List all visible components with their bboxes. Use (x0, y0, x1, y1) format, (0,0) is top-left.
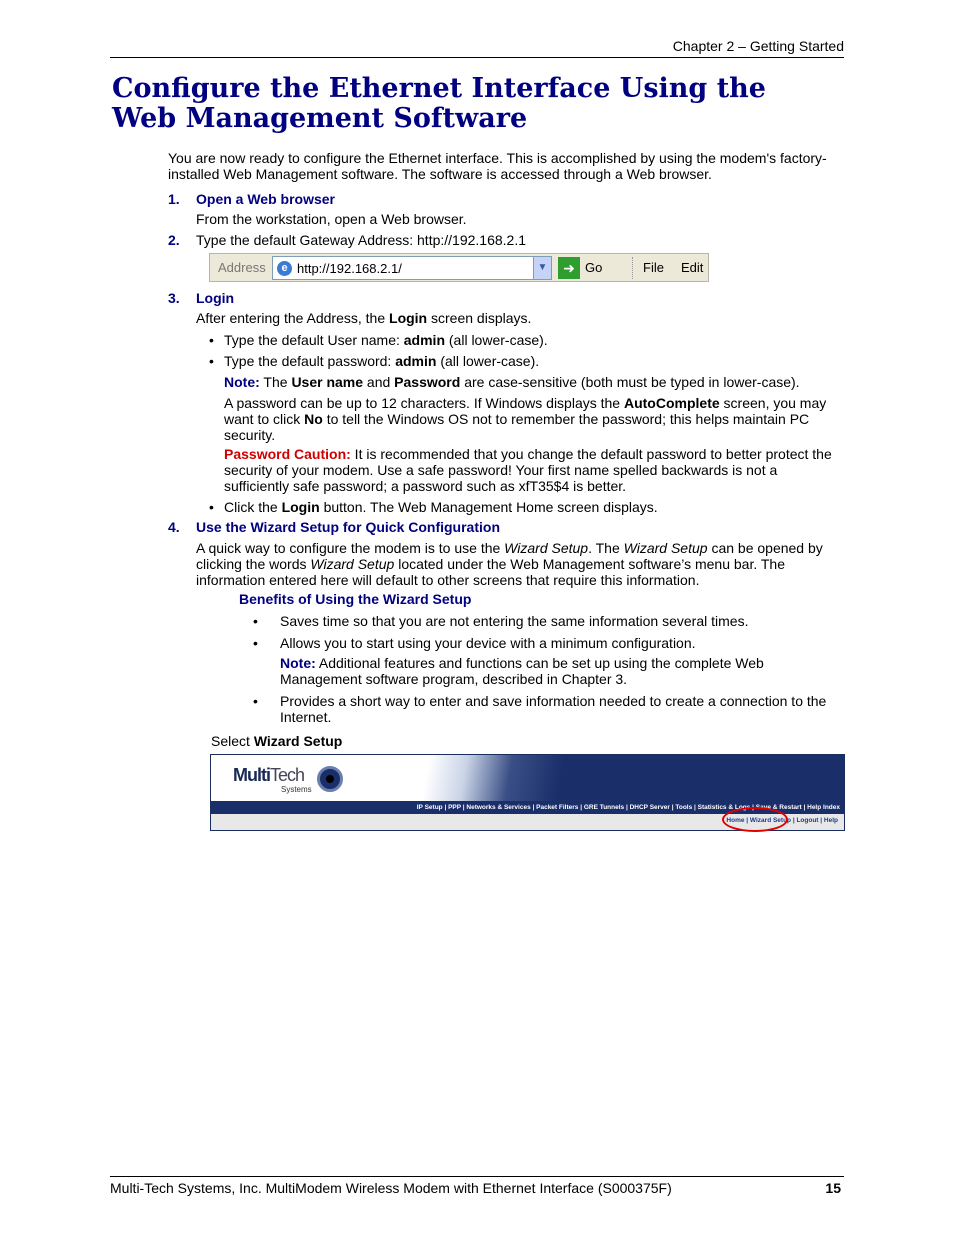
bullet-username: • Type the default User name: admin (all lower-case). (209, 332, 548, 348)
text: screen displays. (427, 310, 532, 326)
text: A password can be up to 12 characters. If Windows displays the (224, 395, 624, 411)
title-line-2: Web Management Software (112, 103, 528, 134)
text: security of your modem. Use a safe password! Your first name spelled backwards is not a (224, 462, 778, 478)
browser-address-bar (209, 253, 709, 282)
banner-gradient (211, 755, 845, 801)
step-2-line (168, 232, 526, 248)
text: The (259, 374, 292, 390)
step-title: Use the Wizard Setup for Quick Configuration (196, 519, 501, 535)
italic-text: Wizard Setup (310, 556, 395, 572)
bold-text: Password (394, 374, 461, 390)
text: clicking the words (196, 556, 311, 572)
password-length-paragraph (224, 395, 836, 443)
caution-label: Password Caution: (224, 446, 351, 462)
benefit-saves-time: • Saves time so that you are not entering the same information several times. (253, 613, 843, 629)
text: After entering the Address, the (196, 310, 390, 326)
step-3-body (196, 310, 836, 326)
text: (all lower-case). (445, 332, 548, 348)
italic-text: Wizard Setup (504, 540, 589, 556)
text: Type the default password: (224, 353, 396, 369)
text: (all lower-case). (436, 353, 540, 369)
step-2-body: Type the default Gateway Address: http://192.168.2.1 (196, 232, 526, 248)
benefits-heading: Benefits of Using the Wizard Setup (239, 591, 472, 607)
bold-text: No (304, 411, 323, 427)
step-title: Login (196, 290, 235, 306)
text: located under the Web Management software’s menu bar. The (394, 556, 785, 572)
step-number: 1. (168, 191, 180, 207)
go-button[interactable]: Go (585, 260, 603, 275)
ie-page-icon: e (277, 261, 292, 276)
intro-line-2: installed Web Management software. The software is accessed through a Web browser. (168, 166, 712, 182)
italic-text: Wizard Setup (623, 540, 708, 556)
address-input[interactable] (272, 256, 552, 280)
wizard-setup-highlight-circle (722, 807, 788, 832)
step-title: Open a Web browser (196, 191, 335, 207)
bullet-password: • Type the default password: admin (all lower-case). (209, 353, 540, 369)
bold-text: AutoComplete (623, 395, 720, 411)
step-number: 2. (168, 232, 180, 248)
text: Provides a short way to enter and save information needed to create a connection to the (280, 693, 827, 709)
note-label: Note: (224, 374, 260, 390)
step-number: 4. (168, 519, 180, 535)
logo-multi: Multi (233, 765, 270, 785)
logo-systems: Systems (281, 785, 312, 794)
toolbar-separator (632, 257, 634, 279)
select-wizard-setup (211, 733, 342, 749)
go-arrow-icon[interactable]: ➜ (558, 257, 580, 279)
address-url: http://192.168.2.1/ (297, 261, 402, 276)
bullet-click-login: • Click the Login button. The Web Management Home screen displays. (209, 499, 658, 515)
text: Management software program, described in Chapter 3. (280, 671, 628, 687)
text: can be opened by (707, 540, 823, 556)
chevron-down-icon[interactable]: ▼ (533, 257, 551, 279)
multitech-logo (233, 765, 312, 794)
benefit-note (280, 655, 840, 687)
page-header (110, 38, 844, 58)
text: A quick way to configure the modem is to use the (196, 540, 505, 556)
text: Click the (224, 499, 282, 515)
bold-text: Login (389, 310, 428, 326)
text: It is recommended that you change the default password to better protect the (350, 446, 832, 462)
bold-text: Wizard Setup (253, 733, 343, 749)
text: to tell the Windows OS not to remember the password; this helps maintain PC (322, 411, 810, 427)
intro-line-1: You are now ready to configure the Ethernet interface. This is accomplished by using the modem's factory- (168, 150, 827, 166)
password-caution (224, 446, 836, 494)
text: information entered here will default to other screens that require this information. (196, 572, 700, 588)
title-line-1: Configure the Ethernet Interface Using the (112, 73, 766, 104)
step-1-body: From the workstation, open a Web browser. (196, 211, 467, 227)
web-sub-menu[interactable]: Home | Wizard Setup | Logout | Help (211, 814, 845, 830)
note-label: Note: (280, 655, 316, 671)
text: are case-sensitive (both must be typed in lower-case). (460, 374, 800, 390)
text: Type the default User name: (224, 332, 404, 348)
note-case-sensitive (224, 374, 836, 390)
logo-circle-icon (317, 766, 343, 792)
web-menu-bar[interactable]: IP Setup | PPP | Networks & Services | Packet Filters | GRE Tunnels | DHCP Server | Tools | Statistics & Logs | Save & Restart | Help Index (211, 801, 845, 814)
footer-text: Multi-Tech Systems, Inc. MultiModem Wireless Modem with Ethernet Interface (S000375F) (110, 1180, 672, 1196)
page-footer (110, 1176, 844, 1196)
page-number: 15 (825, 1180, 841, 1196)
text: want to click (224, 411, 305, 427)
intro-paragraph (168, 150, 836, 182)
address-label: Address (218, 260, 266, 275)
chapter-title: Chapter 2 – Getting Started (672, 38, 844, 54)
text: Saves time so that you are not entering the same information several times. (280, 613, 749, 629)
bold-text: Login (281, 499, 320, 515)
step-4-body (196, 540, 836, 588)
file-menu[interactable]: File (643, 260, 664, 275)
bold-text: admin (403, 332, 445, 348)
edit-menu[interactable]: Edit (681, 260, 704, 275)
text: security. (224, 427, 276, 443)
text: Additional features and functions can be set up using the complete Web (315, 655, 764, 671)
text: screen, you may (719, 395, 827, 411)
text: Select (211, 733, 254, 749)
text: . The (588, 540, 624, 556)
step-4-heading (168, 519, 500, 535)
text: and (363, 374, 395, 390)
logo-tech: Tech (270, 765, 305, 785)
text: Internet. (280, 709, 332, 725)
bold-text: admin (395, 353, 437, 369)
page-title (112, 74, 852, 134)
text: button. The Web Management Home screen displays. (319, 499, 658, 515)
step-3-heading (168, 290, 234, 306)
step-1-heading (168, 191, 335, 207)
step-number: 3. (168, 290, 180, 306)
benefit-short-way: • Provides a short way to enter and save information needed to create a connection to the Internet. (253, 693, 843, 725)
benefit-minimum-config: • Allows you to start using your device with a minimum configuration. (253, 635, 843, 651)
text: Allows you to start using your device with a minimum configuration. (280, 635, 696, 651)
bold-text: User name (291, 374, 364, 390)
text: sufficiently safe password; a password such as xfT35$4 is better. (224, 478, 627, 494)
